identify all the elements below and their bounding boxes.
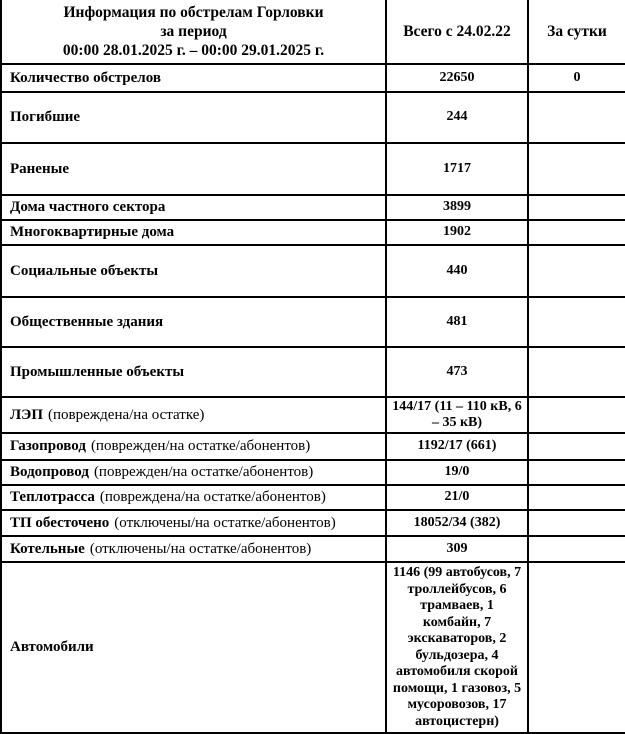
- row-total-cell: [385, 196, 527, 219]
- report-title-line2: за период: [160, 23, 227, 40]
- row-label: [2, 93, 385, 142]
- row-label: [2, 65, 385, 91]
- table-row: [2, 144, 625, 196]
- row-label-term: Газопровод: [10, 438, 86, 454]
- row-daily-cell: [527, 434, 625, 459]
- row-daily-cell: [527, 461, 625, 484]
- table-header-row: [2, 0, 625, 65]
- row-label: [2, 348, 385, 396]
- report-title-line3: 00:00 28.01.2025 г. – 00:00 29.01.2025 г.: [62, 42, 325, 59]
- row-label: [2, 298, 385, 346]
- row-label: [2, 144, 385, 194]
- row-label-term: Социальные объекты: [10, 262, 159, 279]
- row-total-value: 473: [446, 363, 468, 379]
- row-daily-cell: [527, 486, 625, 509]
- row-label-term: ЛЭП: [10, 406, 44, 423]
- row-label: [2, 246, 385, 296]
- row-label-note: (поврежден/на остатке/абонентов): [90, 438, 311, 454]
- row-label: [2, 486, 385, 509]
- row-label-term: Водопровод: [10, 464, 89, 480]
- row-total-value: 309: [446, 540, 468, 556]
- row-label-term: Теплотрасса: [10, 489, 95, 505]
- report-title: [2, 0, 385, 63]
- row-total-cell: [385, 144, 527, 194]
- table-row: [2, 486, 625, 511]
- table-row: [2, 65, 625, 93]
- row-label-term: Автомобили: [10, 639, 94, 655]
- row-total-cell: [385, 348, 527, 396]
- row-total-cell: [385, 486, 527, 509]
- row-total-cell: [385, 298, 527, 346]
- row-total-cell: [385, 434, 527, 459]
- row-label-note: (повреждена/на остатке): [48, 406, 205, 423]
- row-daily-cell: [527, 563, 625, 732]
- column-header-total: Всего с 24.02.22: [385, 0, 527, 63]
- row-daily-cell: [527, 221, 625, 244]
- row-total-value: 1902: [443, 224, 471, 240]
- row-total-cell: [385, 65, 527, 91]
- row-label-note: (отключены/на остатке/абонентов): [114, 514, 336, 531]
- table-row: [2, 537, 625, 563]
- row-total-value: 144/17 (11 – 110 кВ, 6 – 35 кВ): [392, 398, 522, 430]
- column-header-daily: За сутки: [527, 0, 625, 63]
- row-total-cell: [385, 246, 527, 296]
- row-label-note: (отключены/на остатке/абонентов): [89, 540, 312, 557]
- row-total-value: 481: [446, 313, 468, 329]
- row-daily-cell: [527, 93, 625, 142]
- row-total-value: 18052/34 (382): [413, 514, 501, 530]
- row-daily-cell: [527, 348, 625, 396]
- table-row: [2, 563, 625, 734]
- report-title-line1: Информация по обстрелам Горловки: [63, 4, 324, 21]
- row-label-term: Дома частного сектора: [10, 199, 166, 215]
- row-total-cell: [385, 563, 527, 732]
- table-row: [2, 434, 625, 461]
- row-label-term: Погибшие: [10, 109, 81, 125]
- row-daily-cell: [527, 398, 625, 432]
- table-body: [2, 65, 625, 734]
- row-total-cell: [385, 221, 527, 244]
- table-row: [2, 461, 625, 486]
- row-label: [2, 511, 385, 535]
- row-label-term: Промышленные объекты: [10, 363, 185, 380]
- row-total-cell: [385, 511, 527, 535]
- row-total-value: 440: [446, 262, 468, 278]
- row-daily-cell: [527, 511, 625, 535]
- table-row: [2, 221, 625, 246]
- row-label: [2, 221, 385, 244]
- row-daily-cell: [527, 65, 625, 91]
- row-total-value: 19/0: [444, 464, 470, 480]
- row-total-value: 3899: [443, 199, 471, 215]
- row-label-term: ТП обесточено: [10, 514, 110, 531]
- row-label-term: Количество обстрелов: [10, 69, 161, 86]
- row-total-value: 22650: [439, 69, 475, 85]
- table-row: [2, 348, 625, 398]
- table-row: [2, 298, 625, 348]
- row-label-term: Многоквартирные дома: [10, 224, 175, 240]
- table-row: [2, 196, 625, 221]
- table-row: [2, 511, 625, 537]
- row-total-value: 1146 (99 автобусов, 7 троллейбусов, 6 трамваев, 1 комбайн, 7 экскаваторов, 2 бульдозера, 4 автомобиля скорой помощи, 1 газовоз, 5 мусоровозов, 17 автоцистерн): [392, 565, 522, 729]
- row-label-note: (поврежден/на остатке/абонентов): [93, 464, 314, 480]
- row-daily-value: 0: [573, 69, 581, 85]
- row-daily-cell: [527, 144, 625, 194]
- row-daily-cell: [527, 537, 625, 561]
- row-total-value: 21/0: [444, 489, 470, 505]
- row-label: [2, 563, 385, 732]
- row-label: [2, 434, 385, 459]
- row-total-value: 244: [446, 109, 468, 125]
- row-total-value: 1717: [443, 160, 471, 176]
- row-daily-cell: [527, 246, 625, 296]
- row-label: [2, 461, 385, 484]
- row-label: [2, 537, 385, 561]
- row-total-cell: [385, 537, 527, 561]
- table-row: [2, 246, 625, 298]
- row-label: [2, 196, 385, 219]
- row-label-term: Общественные здания: [10, 313, 164, 330]
- row-label-term: Котельные: [10, 540, 85, 557]
- row-daily-cell: [527, 196, 625, 219]
- table-row: [2, 93, 625, 144]
- row-total-cell: [385, 461, 527, 484]
- row-daily-cell: [527, 298, 625, 346]
- row-total-value: 1192/17 (661): [417, 438, 497, 454]
- row-label: [2, 398, 385, 432]
- row-total-cell: [385, 398, 527, 432]
- table-row: [2, 398, 625, 434]
- row-label-note: (повреждена/на остатке/абонентов): [99, 489, 326, 505]
- row-label-term: Раненые: [10, 160, 69, 177]
- row-total-cell: [385, 93, 527, 142]
